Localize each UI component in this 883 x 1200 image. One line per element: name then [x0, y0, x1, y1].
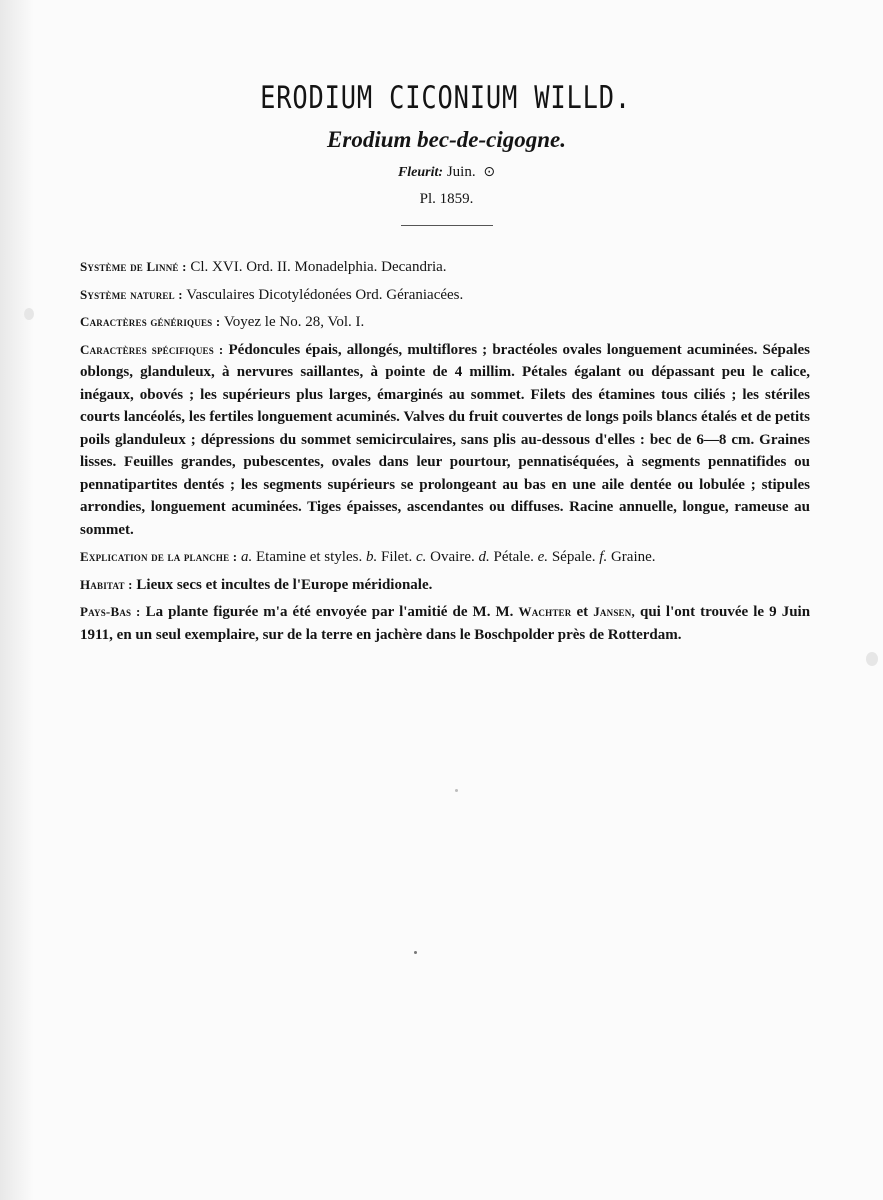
- section-habitat: [80, 574, 810, 597]
- scan-speck: [414, 951, 417, 954]
- annual-symbol-icon: ⊙: [483, 164, 496, 180]
- scan-speck: [24, 308, 34, 320]
- legend-text-a: Etamine et styles.: [256, 549, 363, 565]
- scan-speck: [455, 789, 458, 792]
- section-label: Système de Linné :: [80, 259, 187, 274]
- scan-speck: [866, 652, 878, 666]
- section-label: Habitat :: [80, 576, 133, 592]
- legend-text-e: Sépale.: [551, 549, 596, 565]
- plate-number: Pl. 1859.: [419, 191, 474, 207]
- section-text: Cl. XVI. Ord. II. Monadelphia. Decandria.: [190, 259, 447, 275]
- section-naturel: [80, 284, 810, 307]
- description-body: [80, 256, 810, 651]
- legend-letter-f: f.: [599, 549, 608, 565]
- section-linne: [80, 256, 810, 279]
- flowering-line: [0, 162, 883, 183]
- section-label: Pays-Bas :: [80, 604, 141, 619]
- legend-text-b: Filet.: [380, 549, 413, 565]
- common-name: Erodium bec-de-cigogne.: [327, 127, 566, 152]
- page-header: [0, 80, 883, 226]
- section-label: Caractères spécifiques :: [80, 341, 224, 357]
- paysbas-conjunction: et: [576, 604, 589, 620]
- paysbas-text-after: qui l'ont trouvée le 9 Juin 1911, en un seul exemplaire, sur de la terre en jachère dans le Boschpolder près de Rotterdam.: [80, 604, 811, 643]
- legend-letter-a: a.: [241, 549, 253, 565]
- section-text: Voyez le No. 28, Vol. I.: [223, 314, 365, 330]
- flowering-value: Juin.: [446, 164, 476, 180]
- section-explication: [80, 546, 810, 569]
- section-text: Vasculaires Dicotylédonées Ord. Géraniacées.: [186, 286, 464, 303]
- paysbas-text-before: La plante figurée m'a été envoyée par l'amitié de M. M.: [145, 604, 514, 620]
- legend-text-f: Graine.: [610, 549, 656, 565]
- legend-text-d: Pétale.: [493, 549, 534, 565]
- collector-name-1: Wachter: [518, 604, 572, 619]
- legend-text-c: Ovaire.: [430, 549, 475, 565]
- section-paysbas: [80, 601, 810, 646]
- collector-name-2: Jansen,: [593, 604, 635, 619]
- section-text: Lieux secs et incultes de l'Europe méridionale.: [136, 576, 433, 593]
- section-text: Pédoncules épais, allongés, multiflores ; bractéoles ovales longuement acuminées. Sépales oblongs, glanduleux, à nervures saillantes, à pointe de 4 millim. Pétales égalant ou dépassant peu le calice, inégaux, obovés ; les supérieurs plus larges, émarginés au sommet. Filets des étamines tous ciliés ; les stériles courts lancéolés, les fertiles longuement acuminés. Valves du fruit couvertes de longs poils blancs étalés et de petits poils glanduleux ; dépressions du sommet semicirculaires, sans plis au-dessous d'elles : bec de 6—8 cm. Graines lisses. Feuilles grandes, pubescentes, ovales dans leur pourtour, pennatiséquées, à segments pennatifides ou pennatipartites dentés ; les segments supérieurs se prolongeant au bas en une aile dentée ou lobulée ; stipules arrondies, longuement acuminées. Tiges épaisses, ascendantes ou diffuses. Racine annuelle, longue, rameuse au sommet.: [80, 341, 810, 538]
- legend-letter-d: d.: [478, 549, 490, 565]
- section-generiques: [80, 311, 810, 334]
- legend-letter-c: c.: [416, 549, 427, 565]
- header-divider: [401, 225, 493, 226]
- species-title: ERODIUM CICONIUM WILLD.: [260, 80, 632, 116]
- section-label: Caractères génériques :: [80, 314, 221, 329]
- legend-letter-e: e.: [537, 549, 549, 565]
- section-label: Système naturel :: [80, 286, 183, 302]
- section-specifiques: [80, 339, 810, 542]
- legend-letter-b: b.: [365, 549, 378, 565]
- flowering-label: Fleurit:: [397, 165, 444, 180]
- section-label: Explication de la planche :: [80, 549, 238, 564]
